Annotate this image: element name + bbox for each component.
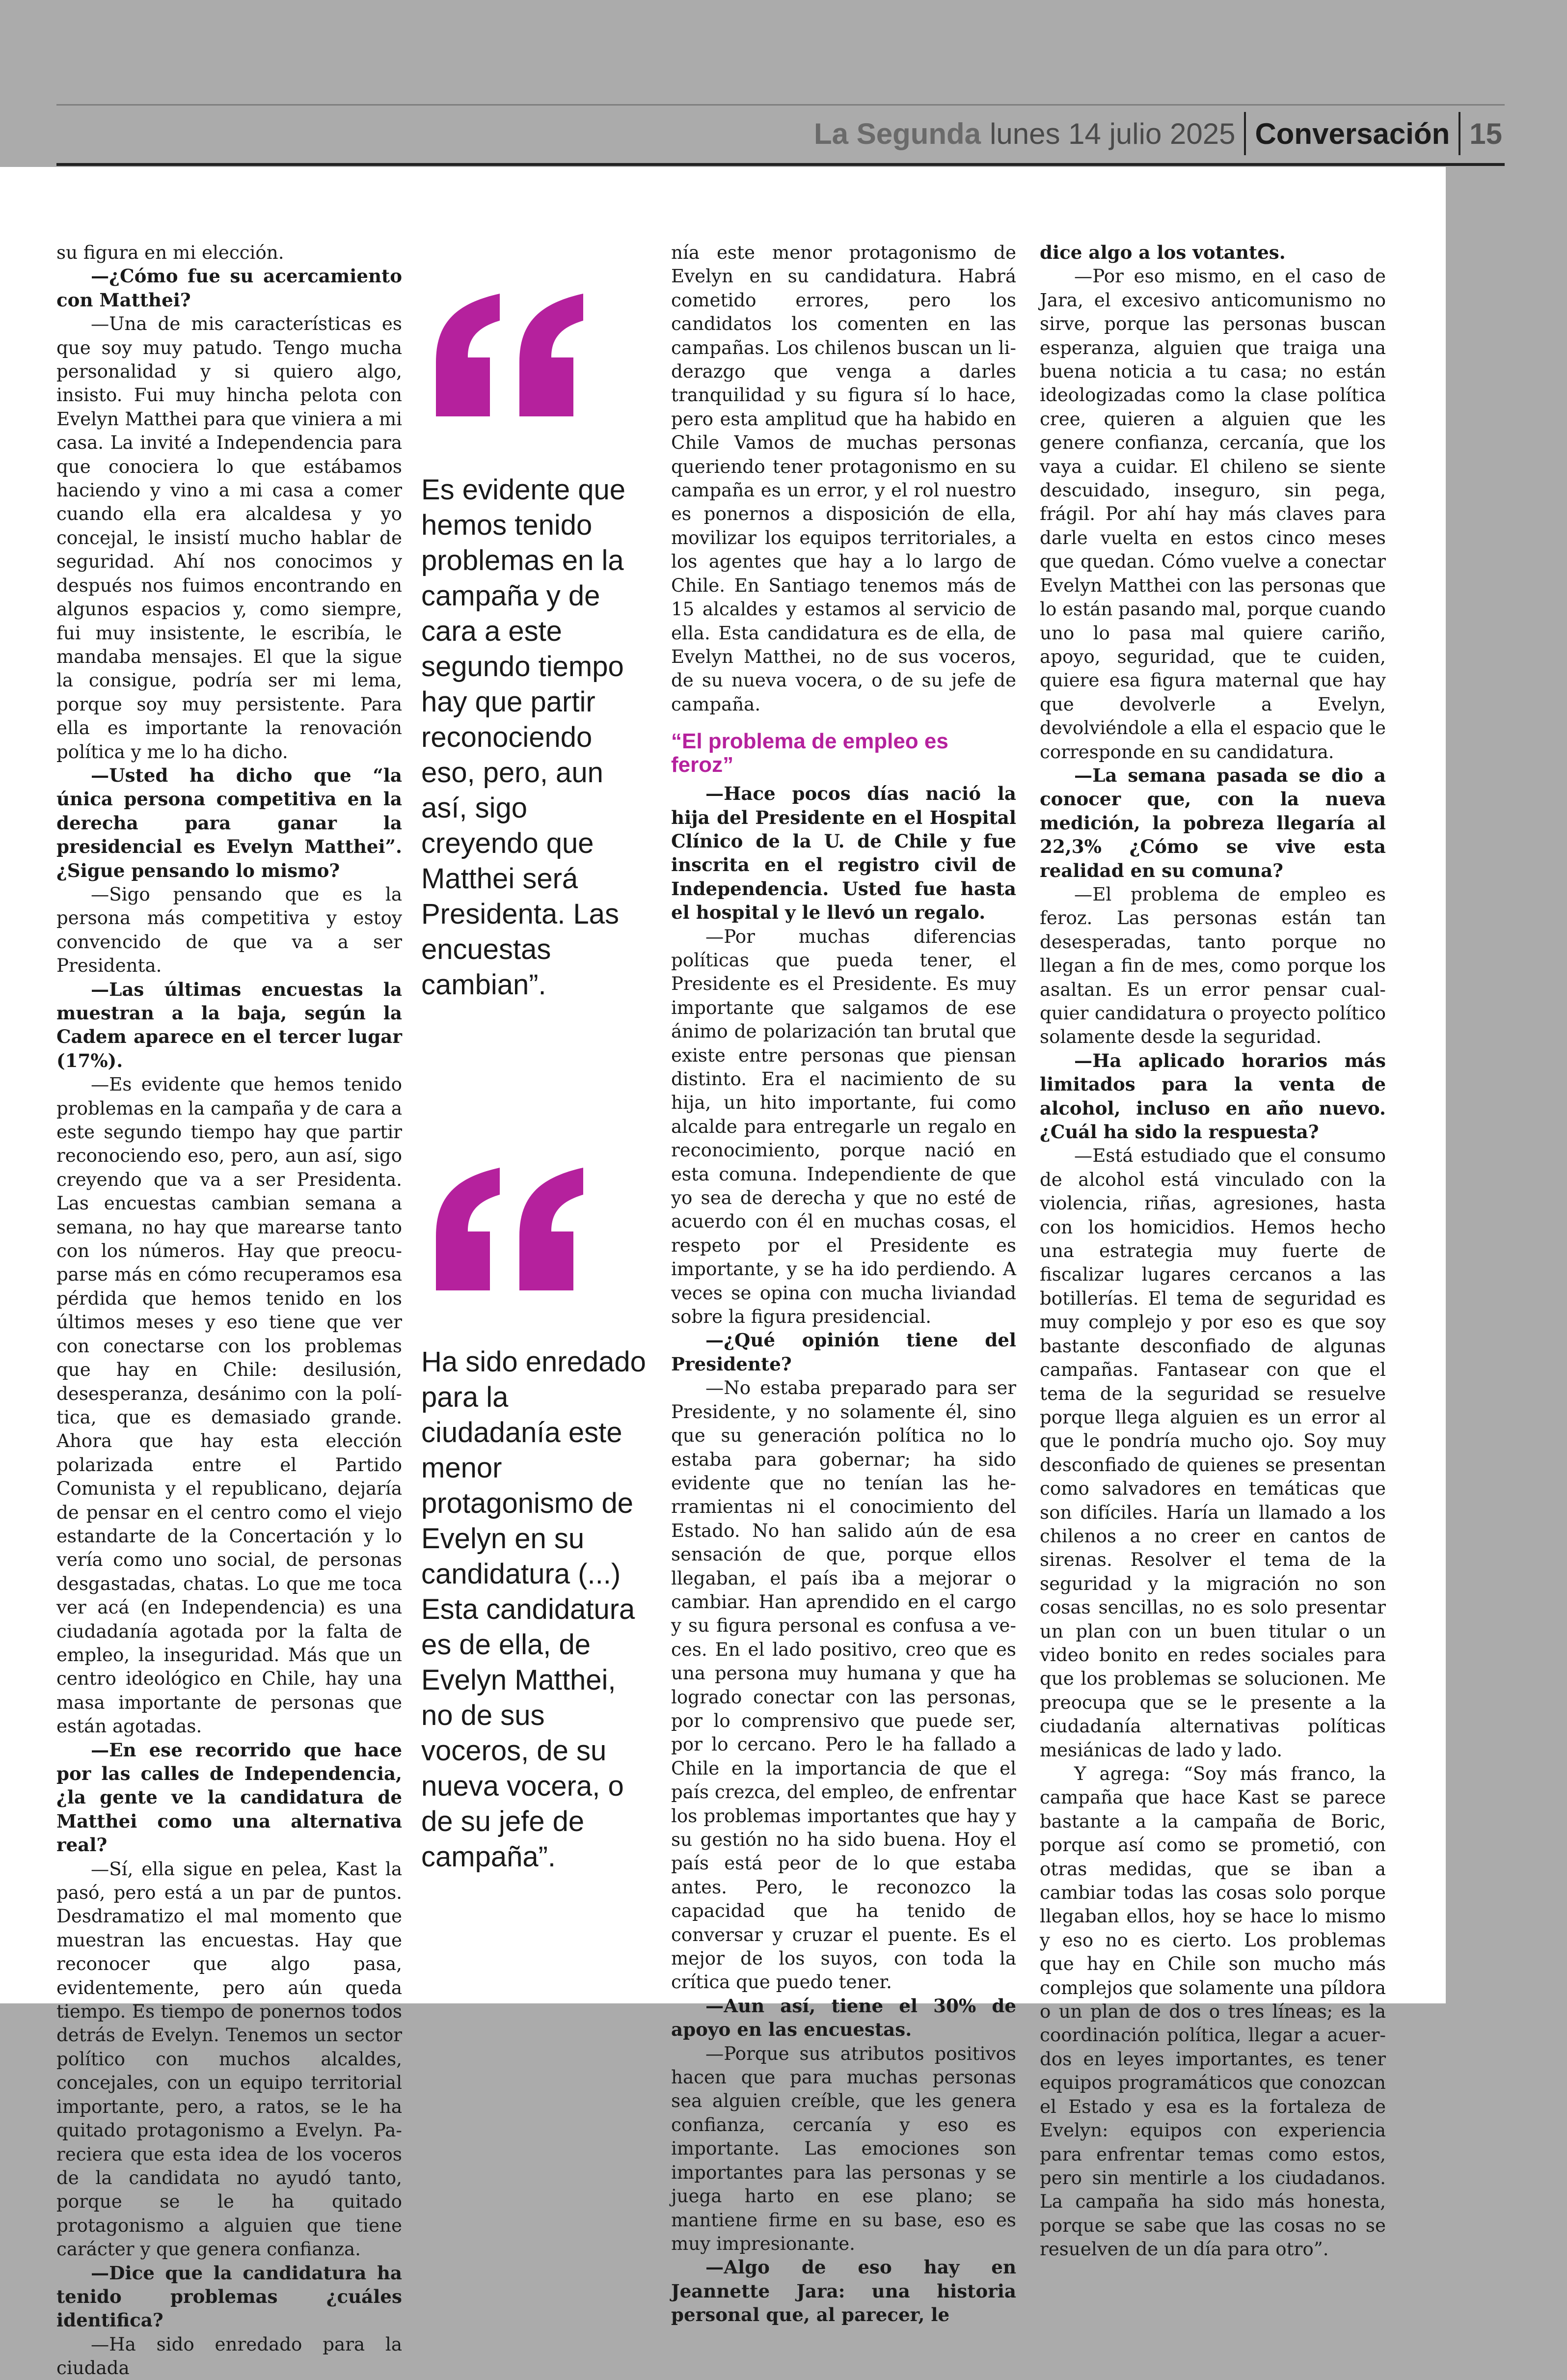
interview-paragraph: nía este menor protagonismo de Evelyn en su candidatura. Habrá cometido errores, pero los candidatos los comenten en las campañas. Los chilenos buscan un liderazgo que venga a darles tranquilidad y su figura sí lo hace, pero esta amplitud que ha habido en Chile Vamos de muchas personas queriendo tener protagonismo en su campaña es un error, y el rol nuestro es ponernos a disposición de ella, movilizar los equipos territoriales, a los agentes que hay a lo largo de Chile. En Santiago tenemos más de 15 alcaldes y estamos al servicio de ella. Esta candidatura es de ella, de Evelyn Matthei, no de sus voceros, de su nueva vocera, o de su jefe de campaña. xyxy=(671,242,1016,715)
interview-paragraph: Y agrega: “Soy más franco, la campaña que hace Kast se parece bastante a la campaña de Boric, porque así como se prometió, con otras medidas, que se iban a cambiar todas las cosas solo porque llegaban ellos, hoy se hace lo mismo y eso no es cierto. Los problemas que hay en Chile son mucho más complejos que solamente una píldora o un plan de dos o tres líneas; es la coordinación política, llegar a acuerdos en leyes importantes, es tener equipos programáticos que conozcan el Estado y esa es la fortaleza de Evelyn: equipos con experiencia para enfrentar temas como estos, pero sin mentirle a los ciudadanos. La campaña ha sido más honesta, porque se sabe que las cosas no se resuelven de un día para otro”. xyxy=(1040,1763,1386,2260)
interview-paragraph: —No estaba preparado para ser Presidente, y no solamente él, sino que su generación política no lo estaba para gobernar; ha sido evidente que no tenían las herramientas ni el conocimiento del Estado. No han salido aún de esa sensación de que, porque ellos llegaban, el país iba a mejorar o cambiar. Han aprendido en el cargo y su figura personal es confusa a veces. En el lado positivo, creo que es una persona muy humana y que ha logrado conectar con las personas, por lo comprensivo que puede ser, por lo cercano. Pero le ha fallado a Chile en la importancia de que el país crezca, del empleo, de enfrentar los problemas importantes que hay y su gestión no ha sido buena. Hoy el país está peor de lo que estaba antes. Pero, le reconozco la capacidad que ha tenido de conversar y cruzar el puente. Es el mejor de los suyos, con toda la crítica que puedo tener. xyxy=(671,1377,1016,1993)
header-rule-top xyxy=(56,104,1505,106)
interview-question: —Aun así, tiene el 30% de apoyo en las encuestas. xyxy=(671,1995,1016,2041)
article-column-1 xyxy=(56,241,402,2380)
interview-question: —Ha aplicado horarios más limitados para la venta de alcohol, incluso en año nuevo. ¿Cuál ha sido la respuesta? xyxy=(1040,1049,1386,1143)
masthead xyxy=(785,109,1502,158)
column-2-part-a xyxy=(671,241,1016,716)
interview-question: —Hace pocos días nació la hija del Presidente en el Hospital Clínico de la U. de Chile y fue inscrita en el registro civil de Independencia. Usted fue hasta el hospital y le llevó un regalo. xyxy=(671,783,1016,924)
interview-paragraph: su figura en mi elección. xyxy=(56,242,284,263)
right-gutter xyxy=(1446,167,1567,2003)
interview-paragraph: —Sí, ella sigue en pelea, Kast la pasó, pero está a un par de puntos. Desdramatizo el mal momento que muestran las encuestas. Hay que reconocer que algo pasa, evidentemente, pero aún queda tiempo. Es tiempo de ponernos todos detrás de Evelyn. Tenemos un sector político con muchos alcaldes, concejales, con un equipo territorial importante, pero, a ratos, se le ha quitado protagonismo a Evelyn. Pareciera que esta idea de los voceros de la candidata no ayudó tanto, porque se le ha quitado protagonismo a alguien que tiene carácter y que genera confianza. xyxy=(56,1858,402,2260)
column-2-part-b xyxy=(671,782,1016,2326)
interview-paragraph: —Es evidente que hemos tenido problemas en la campaña y de cara a este segundo tiempo hay que partir reconociendo eso, pero, aun así, sigo creyendo que va a ser Presidenta. Las encuestas cambian semana a semana, no hay que marearse tanto con los números. Hay que preocuparse más en cómo recuperamos esa pérdida que hemos tenido en los últimos meses y eso tiene que ver con conectarse con los problemas que hay en Chile: desilusión, desesperanza, desánimo con la política, que es demasiado grande. Ahora que hay esta elección polarizada entre el Partido Comunista y el republicano, dejaría de pensar en el centro como el viejo estandarte de la Concertación y lo vería como uno social, de personas desgastadas, chatas. Lo que me toca ver acá (en Independencia) es una ciudadanía agotada por la falta de empleo, la inseguridad. Más que un centro ideológico en Chile, hay una masa importante de personas que están agotadas. xyxy=(56,1073,402,1737)
interview-paragraph: —Por muchas diferencias políticas que pueda tener, el Presidente es el Presidente. Es muy importante que salgamos de ese ánimo de polarización tan brutal que existe entre personas que piensan distinto. Era el nacimiento de su hija, un hito importante, fui como alcalde para entregarle un regalo en reconocimiento, porque nació en esta comuna. Independiente de que yo sea de derecha y que no esté de acuerdo con él en muchas cosas, el respeto por el Presidente es importante, y se ha ido perdiendo. A veces se opina con mucha liviandad sobre la figura presidencial. xyxy=(671,925,1016,1328)
interview-question: —¿Cómo fue su acercamiento con Matthei? xyxy=(56,265,402,311)
pull-quote-2: Ha sido enredado para la ciudadanía este menor protagonismo de Evelyn en su candidatura (...) Esta candidatura es de ella, de Evelyn Matthei, no de sus voceros, de su nueva vocera, o de su jefe de campaña”. xyxy=(421,1346,646,1873)
interview-paragraph: —El problema de empleo es feroz. Las personas están tan desesperadas, tanto porque no llegan a fin de mes, como porque los asaltan. Es un error pensar cualquier candidatura o proyecto político solamente desde la seguridad. xyxy=(1040,883,1386,1048)
interview-question: —Algo de eso hay en Jeannette Jara: una historia personal que, al parecer, le xyxy=(671,2256,1016,2326)
interview-paragraph: —Ha sido enredado para la ciudada xyxy=(56,2333,402,2379)
interview-question: —Las últimas encuestas la muestran a la baja, según la Cadem aparece en el tercer lugar (17%). xyxy=(56,978,402,1071)
pull-quote-1: Es evidente que hemos tenido problemas en la campaña y de cara a este segundo tiempo hay que partir reconociendo eso, pero, aun así, sigo creyendo que Matthei será Presidenta. Las encuestas cambian”. xyxy=(421,474,625,1001)
interview-question: —Usted ha dicho que “la única persona competitiva en la derecha para ganar la presidencial es Evelyn Matthei”. ¿Sigue pensando lo mismo? xyxy=(56,764,402,881)
interview-paragraph: —Porque sus atributos positivos hacen que para muchas personas sea alguien creíble, que les genera confianza, cercanía y eso es importante. Las emociones son importantes para las personas y se juega harto en ese plano; se mantiene firme en su base, eso es muy impresionante. xyxy=(671,2042,1016,2254)
interview-question: —En ese recorrido que hace por las calles de Independencia, ¿la gente ve la candidatura de Matthei como una alternativa real? xyxy=(56,1739,402,1856)
subheading: “El problema de empleo es feroz” xyxy=(671,729,948,777)
page-number: 15 xyxy=(1469,117,1502,150)
publication-name: La Segunda xyxy=(814,117,981,150)
article-column-2 xyxy=(671,241,1016,2327)
opening-quote-icon xyxy=(421,294,588,416)
interview-paragraph: —Sigo pensando que es la persona más competitiva y estoy convencido de que va a ser Presidenta. xyxy=(56,883,402,977)
interview-question: —La semana pasada se dio a conocer que, con la nueva medición, la pobreza llegaría al 22,3% ¿Cómo se vive esta realidad en su comuna? xyxy=(1040,764,1386,881)
interview-question: —Dice que la candidatura ha tenido problemas ¿cuáles identifica? xyxy=(56,2262,402,2331)
interview-question: —¿Qué opinión tiene del Presidente? xyxy=(671,1329,1016,1375)
interview-question: dice algo a los votantes. xyxy=(1040,242,1286,263)
issue-date: lunes 14 julio 2025 xyxy=(990,117,1236,150)
section-name: Conversación xyxy=(1255,117,1450,150)
header-rule-bottom xyxy=(56,163,1505,166)
opening-quote-icon xyxy=(421,1168,588,1290)
article-column-3 xyxy=(1040,241,1386,2261)
interview-paragraph: —Por eso mismo, en el caso de Jara, el excesivo anticomunismo no sirve, porque las personas buscan esperanza, alguien que traiga una buena noticia a tu casa; no están ideologizadas como la clase política cree, quieren a alguien que les genere confianza, cercanía, que los vaya a cuidar. El chileno se siente descuidado, inseguro, sin pega, frágil. Por ahí hay más claves para darle vuelta en estos cinco meses que quedan. Cómo vuelve a conectar Evelyn Matthei con las personas que lo están pasando mal, porque cuando uno lo pasa mal quiere cariño, apoyo, seguridad, que te cuiden, quiere esa figura maternal que hay que devolverle a Evelyn, devolviéndole a ella el espacio que le corresponde en su candidatura. xyxy=(1040,265,1386,763)
interview-paragraph: —Una de mis características es que soy muy patudo. Tengo mucha personalidad y si quiero algo, insisto. Fui muy hincha pelota con Evelyn Matthei para que viniera a mi casa. La invité a Independencia para que conociera lo que estábamos haciendo y vino a mi casa a comer cuando ella era alcaldesa y yo concejal, le insistí mucho hablar de seguridad. Ahí nos conocimos y después nos fuimos encontrando en algunos espacios y, como siempre, fui muy insistente, le escribía, le mandaba mensajes. El que la sigue la consigue, podría ser mi lema, porque soy muy persistente. Para ella es importante la renovación política y me lo ha dicho. xyxy=(56,313,402,763)
interview-paragraph: —Está estudiado que el consumo de alcohol está vinculado con la violencia, riñas, agresiones, hasta con los homicidios. Hemos hecho una estrategia muy fuerte de fiscalizar lugares cercanos a las botillerías. El tema de seguridad es muy complejo y por eso es que soy bastante desconfiado de algunas campañas. Fantasear con que el tema de la seguridad se resuelve porque llega alguien es un error al que le pondría mucho ojo. Soy muy desconfiado de quienes se presentan como salvadores en temáticas que son difíciles. Haría un llamado a los chilenos a no creer en cantos de sirenas. Resolver el tema de la seguridad y la migración no son cosas sencillas, no es solo presentar un plan con un buen titular o un video bonito en redes sociales para que los problemas se solucionen. Me preocupa que se le presente a la ciudadanía alternativas políticas mesiánicas de lado y lado. xyxy=(1040,1145,1386,1761)
